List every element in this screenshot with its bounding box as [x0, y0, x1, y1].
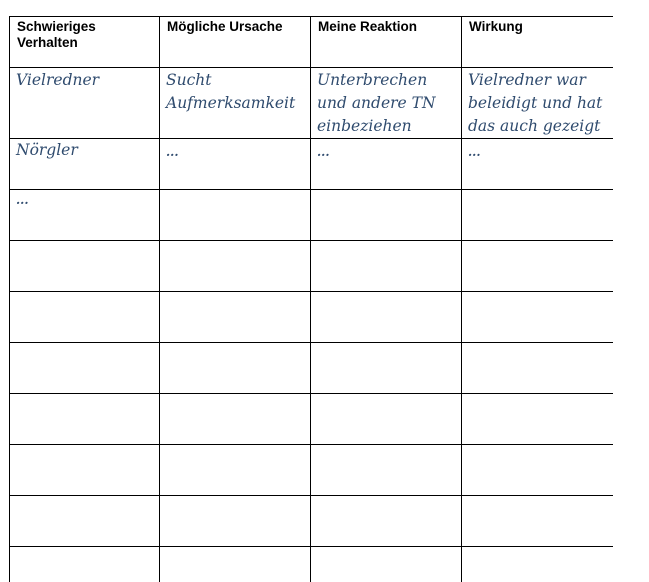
table-cell[interactable] [10, 343, 160, 394]
table-cell[interactable] [10, 394, 160, 445]
table-cell[interactable] [311, 241, 462, 292]
table-row [10, 68, 614, 139]
table-row [10, 190, 614, 241]
table-cell[interactable] [10, 547, 160, 582]
table-row [10, 343, 614, 394]
handwritten-entry: ... [317, 145, 330, 159]
table-cell[interactable] [10, 190, 160, 241]
table-cell[interactable] [160, 547, 311, 582]
table-cell[interactable] [10, 68, 160, 139]
table-cell[interactable] [311, 394, 462, 445]
table-cell[interactable] [462, 394, 614, 445]
table-row [10, 445, 614, 496]
table-cell[interactable] [462, 496, 614, 547]
table-header-row [10, 17, 614, 68]
table-cell[interactable] [311, 445, 462, 496]
table-cell[interactable] [10, 445, 160, 496]
table-cell[interactable] [462, 343, 614, 394]
behavior-table [9, 16, 613, 582]
table-cell[interactable] [311, 68, 462, 139]
column-header-effect: Wirkung [462, 17, 614, 68]
table-cell[interactable] [311, 292, 462, 343]
handwritten-entry: ... [16, 193, 29, 207]
column-header-behavior: Schwieriges Verhalten [10, 17, 160, 68]
table-cell[interactable] [160, 190, 311, 241]
handwritten-entry: Nörgler [16, 141, 78, 159]
table-row [10, 292, 614, 343]
table-cell[interactable] [462, 68, 614, 139]
table-row [10, 139, 614, 190]
handwritten-entry: Vielredner [16, 71, 100, 89]
table-cell[interactable] [311, 547, 462, 582]
column-header-reaction: Meine Reaktion [311, 17, 462, 68]
handwritten-entry: Unterbrechen und andere TN einbeziehen [317, 71, 436, 135]
table-cell[interactable] [160, 496, 311, 547]
table-cell[interactable] [311, 139, 462, 190]
handwritten-entry: ... [166, 145, 179, 159]
table-cell[interactable] [462, 547, 614, 582]
table-cell[interactable] [311, 190, 462, 241]
table-cell[interactable] [10, 139, 160, 190]
table-cell[interactable] [462, 445, 614, 496]
table-cell[interactable] [311, 496, 462, 547]
table-cell[interactable] [462, 241, 614, 292]
worksheet [9, 16, 613, 582]
table-cell[interactable] [160, 68, 311, 139]
table-row [10, 547, 614, 582]
column-header-cause: Mögliche Ursache [160, 17, 311, 68]
table-cell[interactable] [160, 394, 311, 445]
table-row [10, 394, 614, 445]
table-cell[interactable] [10, 241, 160, 292]
handwritten-entry: Vielredner war beleidigt und hat das auch gezeigt [468, 71, 603, 135]
handwritten-entry: ... [468, 145, 481, 159]
table-row [10, 496, 614, 547]
table-cell[interactable] [462, 139, 614, 190]
table-row [10, 241, 614, 292]
table-cell[interactable] [160, 241, 311, 292]
table-cell[interactable] [462, 292, 614, 343]
table-cell[interactable] [160, 445, 311, 496]
table-cell[interactable] [462, 190, 614, 241]
table-cell[interactable] [10, 496, 160, 547]
table-cell[interactable] [311, 343, 462, 394]
table-cell[interactable] [160, 343, 311, 394]
table-cell[interactable] [10, 292, 160, 343]
table-cell[interactable] [160, 139, 311, 190]
handwritten-entry: Sucht Aufmerksamkeit [166, 71, 296, 112]
table-cell[interactable] [160, 292, 311, 343]
